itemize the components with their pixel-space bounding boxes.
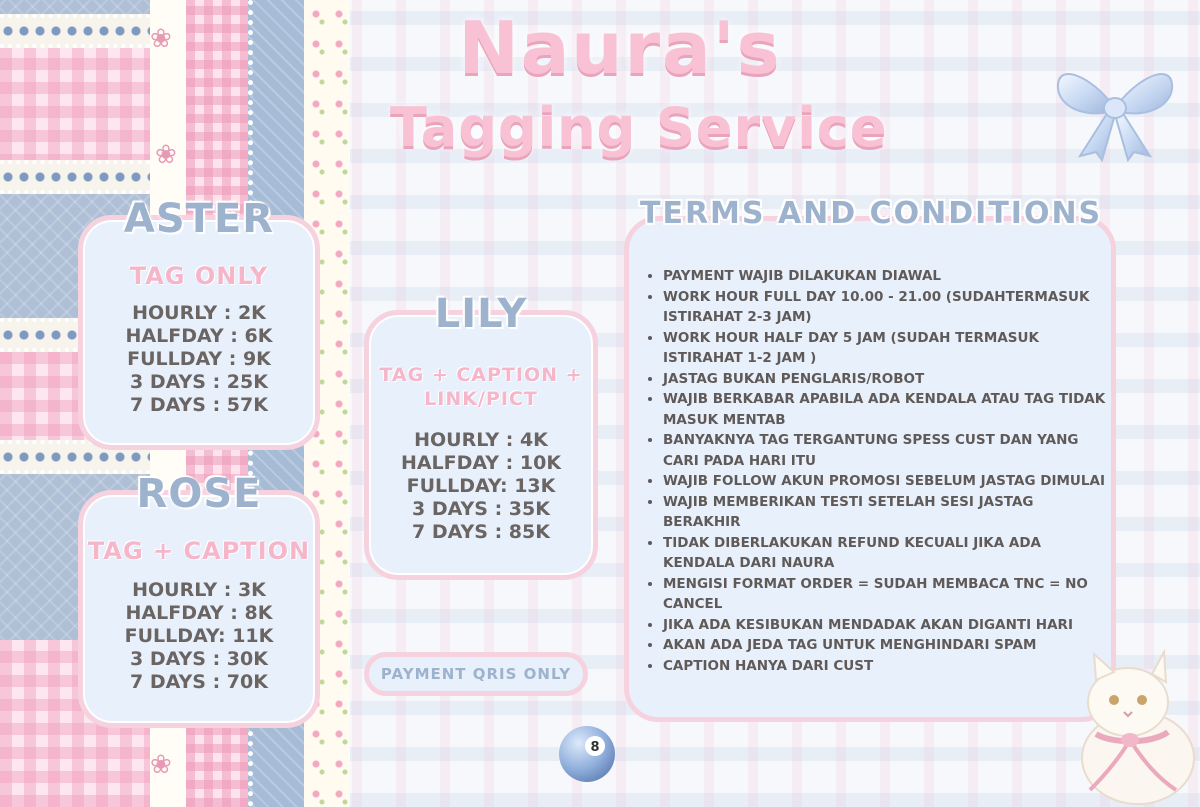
payment-note-badge (364, 652, 588, 696)
package-type: TAG + CAPTION (87, 537, 311, 565)
price-item: HOURLY : 3K (132, 579, 266, 601)
ball-number: 8 (590, 740, 600, 755)
kitten-illustration (1060, 640, 1200, 807)
page-subtitle: Tagging Service (390, 96, 888, 159)
price-list (369, 429, 593, 544)
page-title: Naura's (458, 6, 782, 90)
terms-item: • AKAN ADA JEDA TAG UNTUK MENGHINDARI SPAM (663, 635, 1113, 656)
terms-item: • JASTAG BUKAN PENGLARIS/ROBOT (663, 369, 1113, 390)
price-item: FULLDAY: 11K (124, 625, 274, 647)
price-item: FULLDAY: 13K (406, 475, 556, 497)
terms-item: • CAPTION HANYA DARI CUST (663, 656, 1113, 677)
terms-item: • PAYMENT WAJIB DILAKUKAN DIAWAL (663, 266, 1113, 287)
price-item: HOURLY : 4K (414, 429, 548, 451)
terms-heading: TERMS AND CONDITIONS (640, 196, 1103, 231)
terms-item: • JIKA ADA KESIBUKAN MENDADAK AKAN DIGANTI HARI (663, 615, 1113, 636)
price-item: HOURLY : 2K (132, 302, 266, 324)
package-type: TAG ONLY (129, 262, 269, 290)
package-name: LILY (434, 291, 528, 337)
terms-list (645, 266, 1113, 676)
terms-item: • MENGISI FORMAT ORDER = SUDAH MEMBACA TNC = NO CANCEL (663, 574, 1113, 615)
lace-trim (0, 160, 150, 194)
price-item: FULLDAY : 9K (127, 348, 271, 370)
price-item: 7 DAYS : 85K (412, 521, 550, 543)
small-bow-icon: ❀ (150, 24, 172, 54)
package-card-aster (78, 196, 320, 450)
price-item: 3 DAYS : 30K (130, 648, 268, 670)
payment-note-text: PAYMENT QRIS ONLY (380, 665, 572, 683)
terms-item: • TIDAK DIBERLAKUKAN REFUND KECUALI JIKA ADA KENDALA DARI NAURA (663, 533, 1113, 574)
package-card-lily (364, 291, 598, 580)
package-type: TAG + CAPTION + LINK/PICT (379, 364, 583, 410)
terms-item: • WAJIB FOLLOW AKUN PROMOSI SEBELUM JASTAG DIMULAI (663, 471, 1113, 492)
package-name: ASTER (123, 196, 275, 242)
price-item: HALFDAY : 6K (125, 325, 273, 347)
price-item: 7 DAYS : 57K (130, 394, 268, 416)
ribbon-bow-icon (1050, 56, 1180, 166)
lace-trim (0, 14, 150, 48)
terms-item: • WAJIB MEMBERIKAN TESTI SETELAH SESI JASTAG BERAKHIR (663, 492, 1113, 533)
price-item: 3 DAYS : 25K (130, 371, 268, 393)
price-item: 7 DAYS : 70K (130, 671, 268, 693)
price-item: HALFDAY : 10K (400, 452, 562, 474)
terms-item: • WAJIB BERKABAR APABILA ADA KENDALA ATAU TAG TIDAK MASUK MENTAB (663, 389, 1113, 430)
price-list (83, 579, 315, 694)
eight-ball-icon (557, 724, 617, 784)
price-item: 3 DAYS : 35K (412, 498, 550, 520)
small-bow-icon: ❀ (150, 750, 172, 780)
small-bow-icon: ❀ (155, 140, 177, 170)
terms-item: • WORK HOUR HALF DAY 5 JAM (SUDAH TERMASUK ISTIRAHAT 1-2 JAM ) (663, 328, 1113, 369)
price-item: HALFDAY : 8K (125, 602, 273, 624)
price-list (83, 302, 315, 417)
terms-item: • BANYAKNYA TAG TERGANTUNG SPESS CUST DAN YANG CARI PADA HARI ITU (663, 430, 1113, 471)
package-name: ROSE (136, 471, 262, 517)
terms-item: • WORK HOUR FULL DAY 10.00 - 21.00 (SUDAHTERMASUK ISTIRAHAT 2-3 JAM) (663, 287, 1113, 328)
package-card-rose (78, 471, 320, 728)
